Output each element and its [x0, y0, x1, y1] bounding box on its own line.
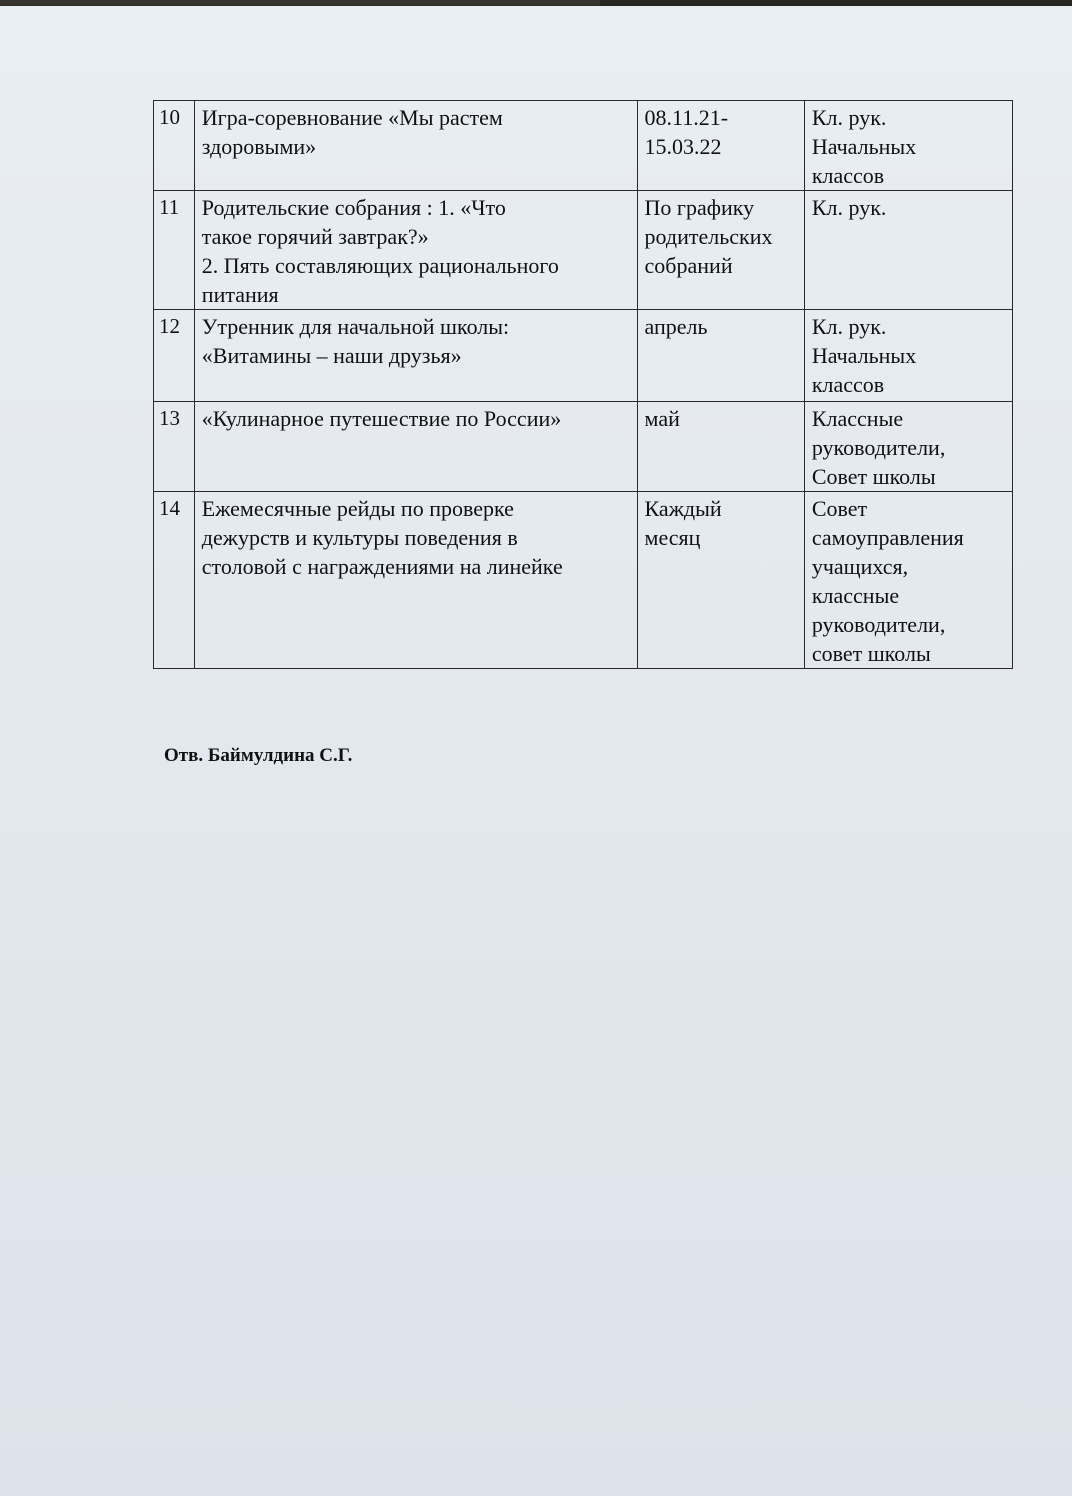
responsible-cell: Кл. рук. Начальных классов: [804, 310, 1012, 402]
date-cell: май: [637, 402, 804, 492]
event-cell: Ежемесячные рейды по проверке дежурств и культуры поведения в столовой с награждениями на линейке: [194, 492, 637, 669]
event-cell: «Кулинарное путешествие по России»: [194, 402, 637, 492]
table-row: [154, 402, 1013, 492]
responsible-cell: Классные руководители, Совет школы: [804, 402, 1012, 492]
signature-line: Отв. Баймулдина С.Г.: [164, 745, 353, 766]
row-number: 12: [154, 310, 195, 402]
responsible-cell: Совет самоуправления учащихся, классные руководители, совет школы: [804, 492, 1012, 669]
responsible-cell: Кл. рук.: [804, 191, 1012, 310]
row-number: 14: [154, 492, 195, 669]
date-cell: апрель: [637, 310, 804, 402]
date-cell: 08.11.21- 15.03.22: [637, 101, 804, 191]
events-table: [153, 100, 1013, 669]
date-cell: Каждый месяц: [637, 492, 804, 669]
event-cell: Родительские собрания : 1. «Что такое горячий завтрак?» 2. Пять составляющих рационального питания: [194, 191, 637, 310]
event-cell: Утренник для начальной школы: «Витамины – наши друзья»: [194, 310, 637, 402]
row-number: 10: [154, 101, 195, 191]
table-row: [154, 191, 1013, 310]
table-row: [154, 492, 1013, 669]
event-cell: Игра-соревнование «Мы растем здоровыми»: [194, 101, 637, 191]
row-number: 13: [154, 402, 195, 492]
responsible-cell: Кл. рук. Начальных классов: [804, 101, 1012, 191]
row-number: 11: [154, 191, 195, 310]
table-row: [154, 101, 1013, 191]
table-row: [154, 310, 1013, 402]
date-cell: По графику родительских собраний: [637, 191, 804, 310]
